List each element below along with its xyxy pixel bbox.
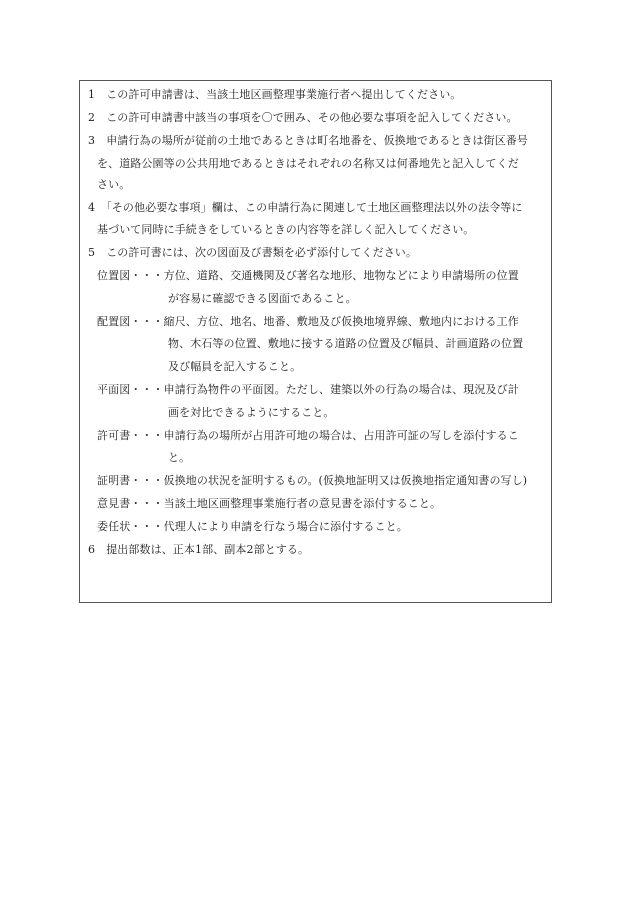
instruction-item-2: 2 この許可申請書中該当の事項を〇で囲み、その他必要な事項を記入してください。 (88, 111, 518, 124)
instruction-item-3-cont: さい。 (97, 178, 131, 191)
attachment-floor-plan-cont: 画を対比できるようにすること。 (168, 406, 335, 419)
instruction-item-3: 3 申請行為の場所が従前の土地であるときは町名地番を、仮換地であるときは街区番号 (88, 134, 528, 147)
instruction-item-4-cont: 基づいて同時に手続きをしているときの内容等を詳しく記入してください。 (97, 223, 475, 236)
attachment-permit-cont: と。 (168, 451, 191, 464)
instruction-item-1: 1 この許可申請書は、当該土地区画整理事業施行者へ提出してください。 (88, 88, 462, 101)
attachment-certificate: 証明書・・・仮換地の状況を証明するもの。(仮換地証明又は仮換地指定通知書の写し) (97, 474, 528, 487)
attachment-floor-plan: 平面図・・・申請行為物件の平面図。ただし、建築以外の行為の場合は、現況及び計 (97, 383, 519, 396)
attachment-layout-map: 配置図・・・縮尺、方位、地名、地番、敷地及び仮換地境界線、敷地内における工作 (97, 315, 519, 328)
instruction-item-6: 6 提出部数は、正本1部、副本2部とする。 (88, 543, 310, 556)
attachment-layout-map-cont: 及び幅員を記入すること。 (168, 360, 302, 373)
attachment-permit: 許可書・・・申請行為の場所が占用許可地の場合は、占用許可証の写しを添付するこ (97, 429, 519, 442)
attachment-location-map: 位置図・・・方位、道路、交通機関及び著名な地形、地物などにより申請場所の位置 (97, 269, 519, 282)
instruction-item-3-cont: を、道路公園等の公共用地であるときはそれぞれの名称又は何番地先と記入してくだ (97, 157, 519, 170)
attachment-opinion: 意見書・・・当該土地区画整理事業施行者の意見書を添付すること。 (97, 497, 442, 510)
attachment-layout-map-cont: 物、木石等の位置、敷地に接する道路の位置及び幅員、計画道路の位置 (168, 337, 524, 350)
attachment-power-of-attorney: 委任状・・・代理人により申請を行なう場合に添付すること。 (97, 520, 408, 533)
attachment-location-map-cont: が容易に確認できる図面であること。 (168, 292, 357, 305)
instruction-item-4: 4 「その他必要な事項」欄は、この申請行為に関連して土地区画整理法以外の法令等に (88, 201, 523, 214)
instruction-item-5: 5 この許可書には、次の図面及び書類を必ず添付してください。 (88, 246, 417, 259)
